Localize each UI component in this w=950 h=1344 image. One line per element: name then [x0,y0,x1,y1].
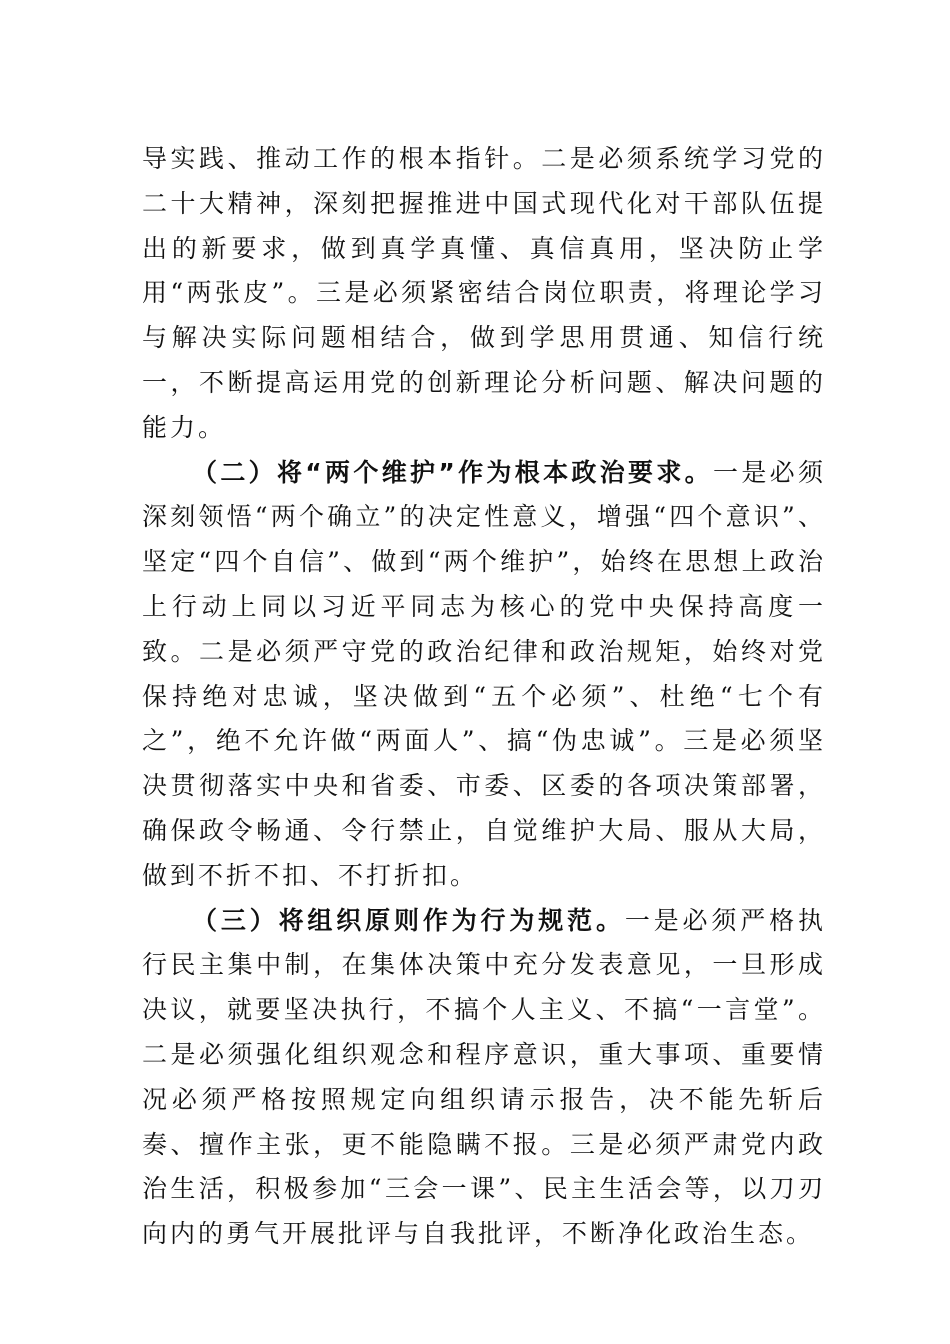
paragraph-text: 一是必须严格执行民主集中制，在集体决策中充分发表意见，一旦形成决议，就要坚决执行，不搞个人主义、不搞“一言堂”。二是必须强化组织观念和程序意识，重大事项、重要情况必须严格按照规定向组织请示报告，决不能先斩后奏、擅作主张，更不能隐瞒不报。三是必须严肃党内政治生活，积极参加“三会一课”、民主生活会等，以刀刃向内的勇气开展批评与自我批评，不断净化政治生态。 [142,905,826,1249]
paragraph-section-2 [142,451,826,899]
paragraph-section-3 [142,899,826,1257]
section-heading: （二）将“两个维护”作为根本政治要求。 [192,457,714,487]
paragraph-text: 导实践、推动工作的根本指针。二是必须系统学习党的二十大精神，深刻把握推进中国式现代化对干部队伍提出的新要求，做到真学真懂、真信真用，坚决防止学用“两张皮”。三是必须紧密结合岗位职责，将理论学习与解决实际问题相结合，做到学思用贯通、知信行统一，不断提高运用党的创新理论分析问题、解决问题的能力。 [142,144,826,442]
section-heading: （三）将组织原则作为行为规范。 [192,905,625,935]
document-body [142,137,826,1257]
paragraph-text: 一是必须深刻领悟“两个确立”的决定性意义，增强“四个意识”、坚定“四个自信”、做到“两个维护”，始终在思想上政治上行动上同以习近平同志为核心的党中央保持高度一致。二是必须严守党的政治纪律和政治规矩，始终对党保持绝对忠诚，坚决做到“五个必须”、杜绝“七个有之”，绝不允许做“两面人”、搞“伪忠诚”。三是必须坚决贯彻落实中央和省委、市委、区委的各项决策部署，确保政令畅通、令行禁止，自觉维护大局、服从大局，做到不折不扣、不打折扣。 [142,457,826,890]
paragraph-continuation [142,137,826,451]
